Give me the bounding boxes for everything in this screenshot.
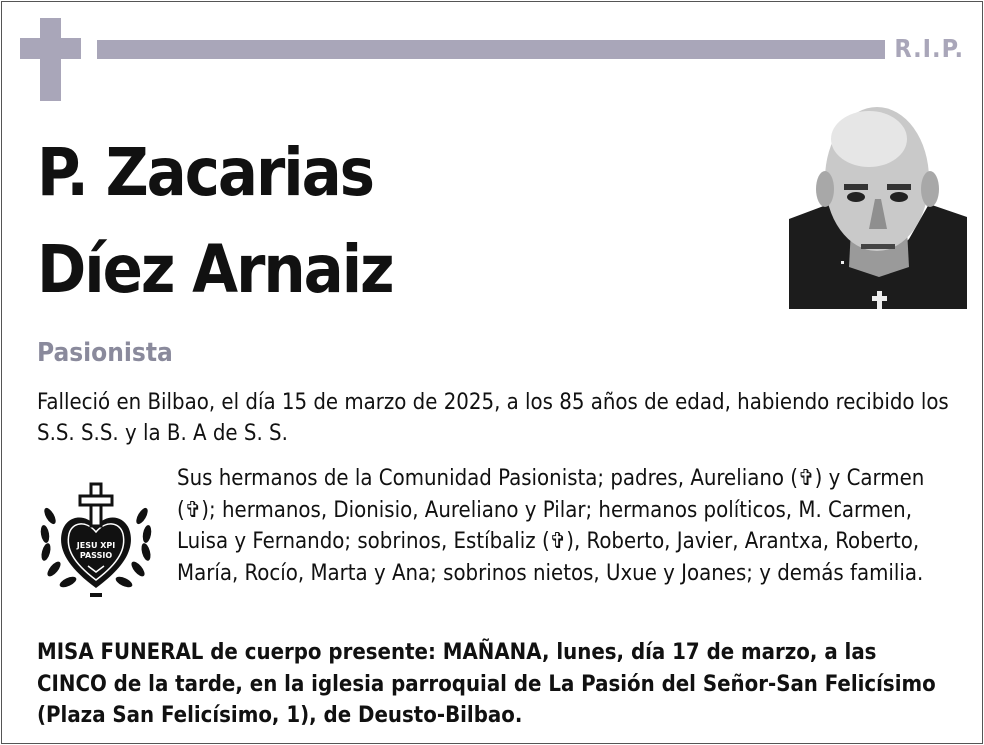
subtitle-pasionista: Pasionista [37, 338, 173, 368]
portrait-photo [789, 99, 967, 309]
funeral-mass-info: MISA FUNERAL de cuerpo presente: MAÑANA, lunes, día 17 de marzo, a las CINCO de la tarde, en la iglesia parroquial de La Pasión del Señor-San Felicísimo (Plaza San Felicísimo, 1), de Deusto-Bilbao. [37, 640, 936, 728]
family-list: Sus hermanos de la Comunidad Pasionista; padres, Aureliano (✞) y Carmen (✞); hermanos, Dionisio, Aureliano y Pilar; hermanos políticos, M. Carmen, Luisa y Fernando; sobrinos, Estíbaliz (✞), Roberto, Javier, Arantxa, Roberto, María, Rocío, Marta y Ana; sobrinos nietos, Uxue y Joanes; y demás familia. [177, 466, 925, 586]
death-announcement: Falleció en Bilbao, el día 15 de marzo de 2025, a los 85 años de edad, habiendo recibido los S.S. S.S. y la B. A de S. S. [37, 390, 949, 446]
rip-label: R.I.P. [894, 34, 964, 63]
deceased-name-line2: Díez Arnaiz [37, 231, 393, 308]
svg-text:PASSIO: PASSIO [79, 551, 113, 560]
passionist-emblem-icon [36, 476, 156, 601]
svg-text:JESU XPI: JESU XPI [76, 541, 116, 550]
deceased-name-line1: P. Zacarias [37, 134, 374, 211]
header-bar [97, 40, 885, 59]
